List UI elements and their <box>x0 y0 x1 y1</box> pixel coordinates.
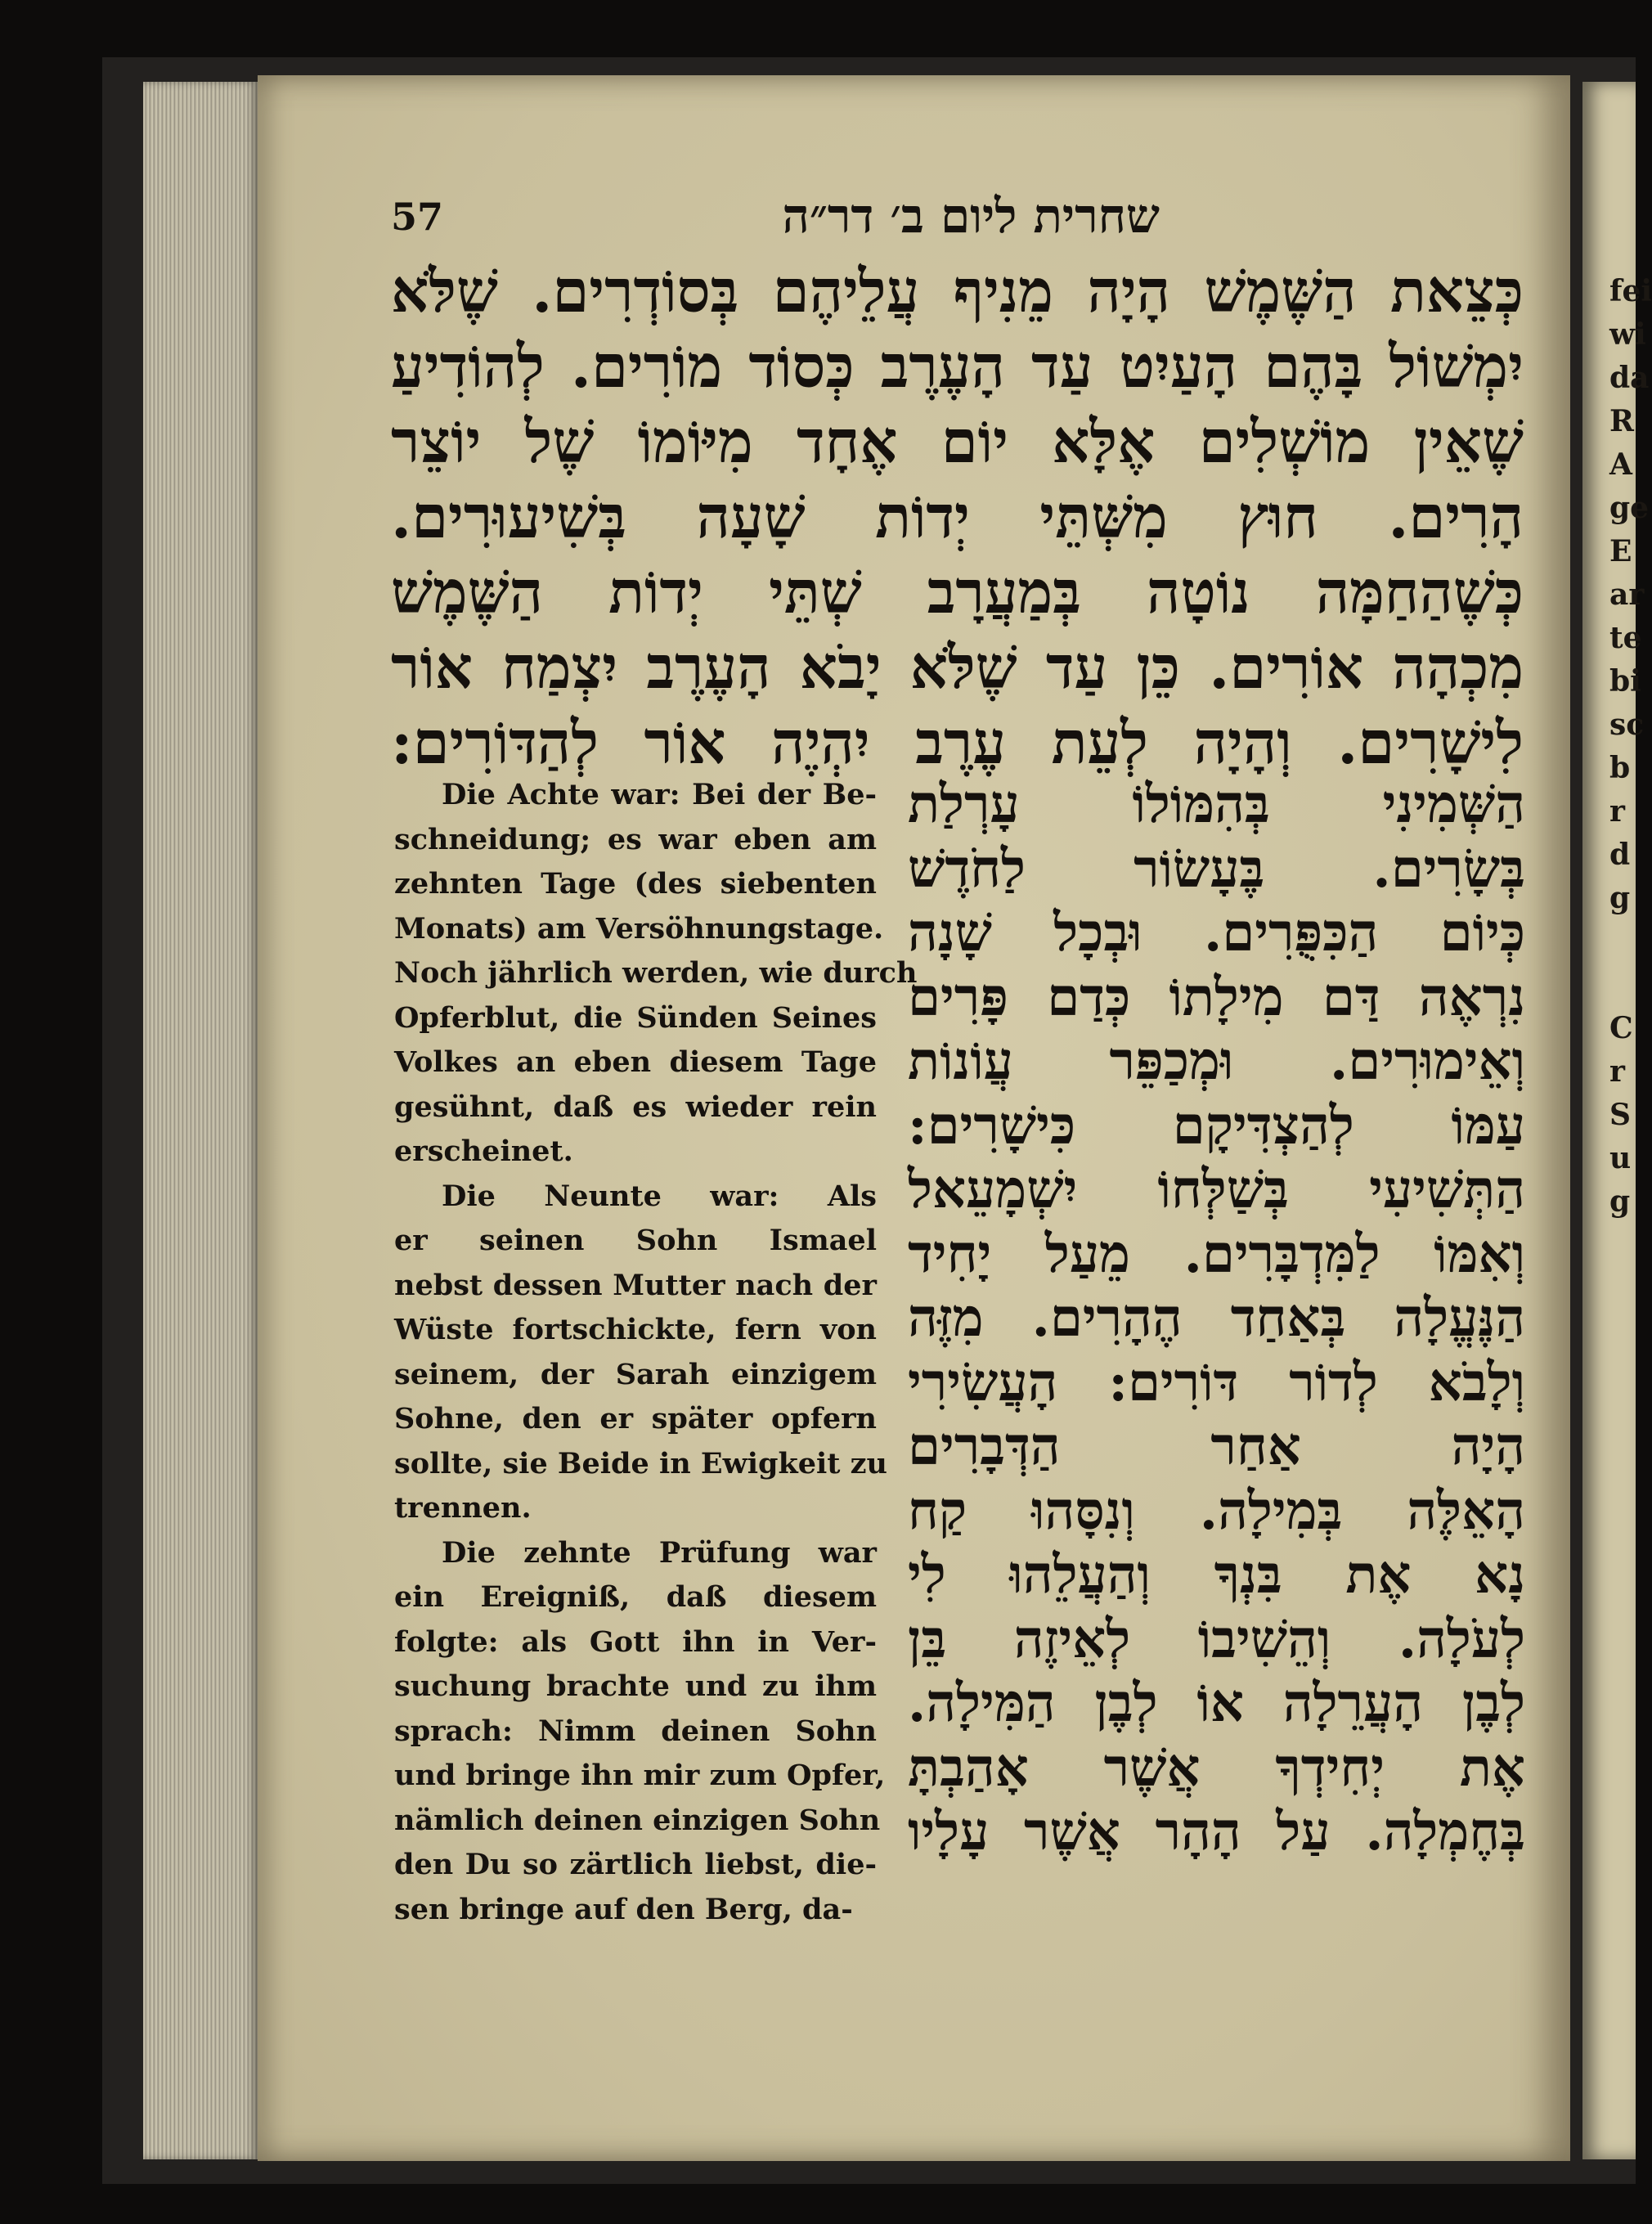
next-page-fragment: C <box>1609 1011 1633 1045</box>
next-page-fragment: g <box>1609 1184 1631 1219</box>
hebrew-column-line: נִרְאֶה דַּם מִילָתוֹ כְּדַם פָּרִים <box>908 966 1525 1028</box>
hebrew-column-line: בְּחֶמְלָה. עַל הָהָר אֲשֶׁר עָלָיו <box>908 1801 1525 1862</box>
german-line: sollte, sie Beide in Ewigkeit zu <box>394 1446 887 1480</box>
hebrew-column-line: הַשְּׁמִינִי בְּהִמּוֹלוֹ עָרְלַת <box>908 774 1525 835</box>
next-page-fragment: fei <box>1609 274 1652 308</box>
hebrew-column-line: הַתְּשִׁיעִי בְּשַׁלְּחוֹ יִשְׁמָעֵאל <box>908 1159 1525 1220</box>
german-line: folgte: als Gott ihn in Ver- <box>394 1624 877 1659</box>
hebrew-column-line: הַנֶּעֱלָה בְּאַחַד הֶהָרִים. מִזֶּה <box>908 1287 1525 1349</box>
german-translation-column <box>394 773 918 1932</box>
german-line: Die Neunte war: Als <box>442 1179 877 1213</box>
german-line: und bringe ihn mir zum Opfer, <box>394 1759 886 1792</box>
next-page-fragment: bi <box>1609 664 1641 699</box>
next-page-fragments <box>1609 270 1652 1224</box>
german-line: zehnten Tage (des siebenten <box>394 867 877 901</box>
german-line: gesühnt, daß es wieder rein <box>394 1090 877 1124</box>
next-page-fragment <box>1609 920 1636 964</box>
next-page-fragment: r <box>1609 1054 1625 1089</box>
next-page-fragment: b <box>1609 751 1631 785</box>
hebrew-line: הָרִים. חוּץ מִשְּׁתֵּי יְדוֹת שָׁעָה בְּשִׁיעוּרִים. <box>391 482 1524 551</box>
hebrew-column-line: וְאֵימוּרִים. וּמְכַפֵּר עֲוֹנוֹת <box>908 1031 1525 1092</box>
german-line: den Du so zärtlich liebst, die- <box>394 1848 877 1881</box>
page-edges <box>143 82 258 2159</box>
hebrew-column-line: לְעֹלָה. וְהֵשִׁיבוֹ לְאֵיזֶה בֵּן <box>908 1608 1525 1670</box>
hebrew-full-width-text <box>391 254 1524 780</box>
running-title: שחרית ליום ב׳ דר״ה <box>782 188 1160 244</box>
next-page-fragment: te <box>1609 621 1642 655</box>
german-line: trennen. <box>394 1491 532 1525</box>
german-line: Wüste fortschickte, fern von <box>394 1313 877 1346</box>
hebrew-line: כְּצֵאת הַשֶּׁמֶשׁ הָיָה מֵנִיף עֲלֵיהֶם בְּסוֹדְרִים. שֶׁלֹּא <box>391 256 1524 326</box>
hebrew-poem-column <box>908 773 1525 1865</box>
page-header <box>391 188 1520 252</box>
hebrew-column-line: עַמּוֹ לְהַצְדִּיקָם כִּישָׁרִים: <box>908 1094 1525 1157</box>
german-line: Die Achte war: Bei der Be- <box>442 778 877 811</box>
next-page-fragment: d <box>1609 838 1631 872</box>
hebrew-column-line: בְּשָׂרִים. בֶּעָשׂוֹר לַחֹדֶשׁ <box>908 838 1525 900</box>
german-line: schneidung; es war eben am <box>394 822 877 856</box>
next-page-fragment: E <box>1609 534 1632 568</box>
next-page-fragment: A <box>1609 447 1632 482</box>
german-line: er seinen Sohn Ismael <box>394 1224 877 1257</box>
german-line: nämlich deinen einzigen Sohn <box>394 1803 881 1837</box>
hebrew-column-line: כְּיוֹם הַכִּפֻּרִים. וּבְכָל שָׁנָה <box>908 902 1525 964</box>
german-line: nebst dessen Mutter nach der <box>394 1268 877 1302</box>
next-page-fragment: g <box>1609 881 1631 915</box>
german-line: Noch jährlich werden, wie durch <box>394 956 918 990</box>
hebrew-column-line: לְבֶן הָעֲרֵלָה אוֹ לְבֶן הַמִּילָה. <box>908 1673 1525 1734</box>
next-page-fragment: da <box>1609 361 1650 395</box>
next-page-fragment: ar <box>1609 577 1645 612</box>
hebrew-column-line: וְלָבֹא לְדוֹר דּוֹרִים: הָעֲשִׂירִי <box>908 1351 1525 1413</box>
german-line: seinem, der Sarah einzigem <box>394 1357 877 1391</box>
hebrew-column-line: וְאִמּוֹ לַמִּדְבָּרִים. מֵעַל יָחִיד <box>908 1223 1525 1285</box>
german-line: ein Ereigniß, daß diesem <box>394 1580 877 1614</box>
hebrew-column-line: נָא אֶת בִּנְךָ וְהַעֲלֵהוּ לִי <box>908 1544 1525 1606</box>
german-line: Die zehnte Prüfung war <box>442 1535 877 1570</box>
next-page-fragment: S <box>1609 1098 1631 1132</box>
german-line: sprach: Nimm deinen Sohn <box>394 1714 877 1748</box>
next-page-fragment: wi <box>1609 317 1646 352</box>
next-page-fragment: r <box>1609 794 1625 829</box>
german-line: suchung brachte und zu ihm <box>394 1669 877 1703</box>
hebrew-line: יִמְשׁוֹל בָּהֶם הָעַיִט עַד הָעֶרֶב כְּסוֹד מוֹרִים. לְהוֹדִיעַ <box>391 331 1524 401</box>
hebrew-column-line: הָיָה אַחַר הַדְּבָרִים <box>908 1416 1525 1477</box>
next-page-fragment: sc <box>1609 708 1645 742</box>
next-page-fragment <box>1609 964 1636 1007</box>
hebrew-line: כְּשֶׁהַחַמָּה נוֹטָה בְּמַעֲרָב שְׁתֵּי יְדוֹת הַשֶּׁמֶשׁ <box>391 557 1524 627</box>
hebrew-line: לִישָׁרִים. וְהָיָה לְעֵת עֶרֶב יִהְיֶה אוֹר לְהַדּוֹרִים: <box>391 708 1524 777</box>
hebrew-column-line: הָאֵלֶּה בְּמִילָה. וְנִסָּהוּ קַח <box>908 1480 1525 1542</box>
german-line: Sohne, den er später opfern <box>394 1402 877 1435</box>
german-line: Monats) am Versöhnungstage. <box>394 911 884 946</box>
hebrew-line: מִכְהָה אוֹרִים. כֵּן עַד שֶׁלֹּא יָבֹא הָעֶרֶב יִצְמַח אוֹר <box>391 632 1524 702</box>
page-number: 57 <box>391 195 444 239</box>
next-page-fragment: R <box>1609 404 1634 438</box>
german-line: sen bringe auf den Berg, da- <box>394 1892 853 1926</box>
hebrew-column-line: אֶת יְחִידְךָ אֲשֶׁר אָהַבְתָּ <box>908 1737 1525 1799</box>
german-line: Opferblut, die Sünden Seines <box>394 1000 877 1035</box>
german-line: Volkes an eben diesem Tage <box>394 1045 877 1079</box>
next-page-fragment: u <box>1609 1141 1632 1175</box>
german-line: erscheinet. <box>394 1134 573 1168</box>
hebrew-line: שֶׁאֵין מוֹשְׁלִים אֶלָּא יוֹם אֶחָד מִיּוֹמוֹ שֶׁל יוֹצֵר <box>391 407 1524 476</box>
next-page-fragment: ge <box>1609 491 1650 525</box>
